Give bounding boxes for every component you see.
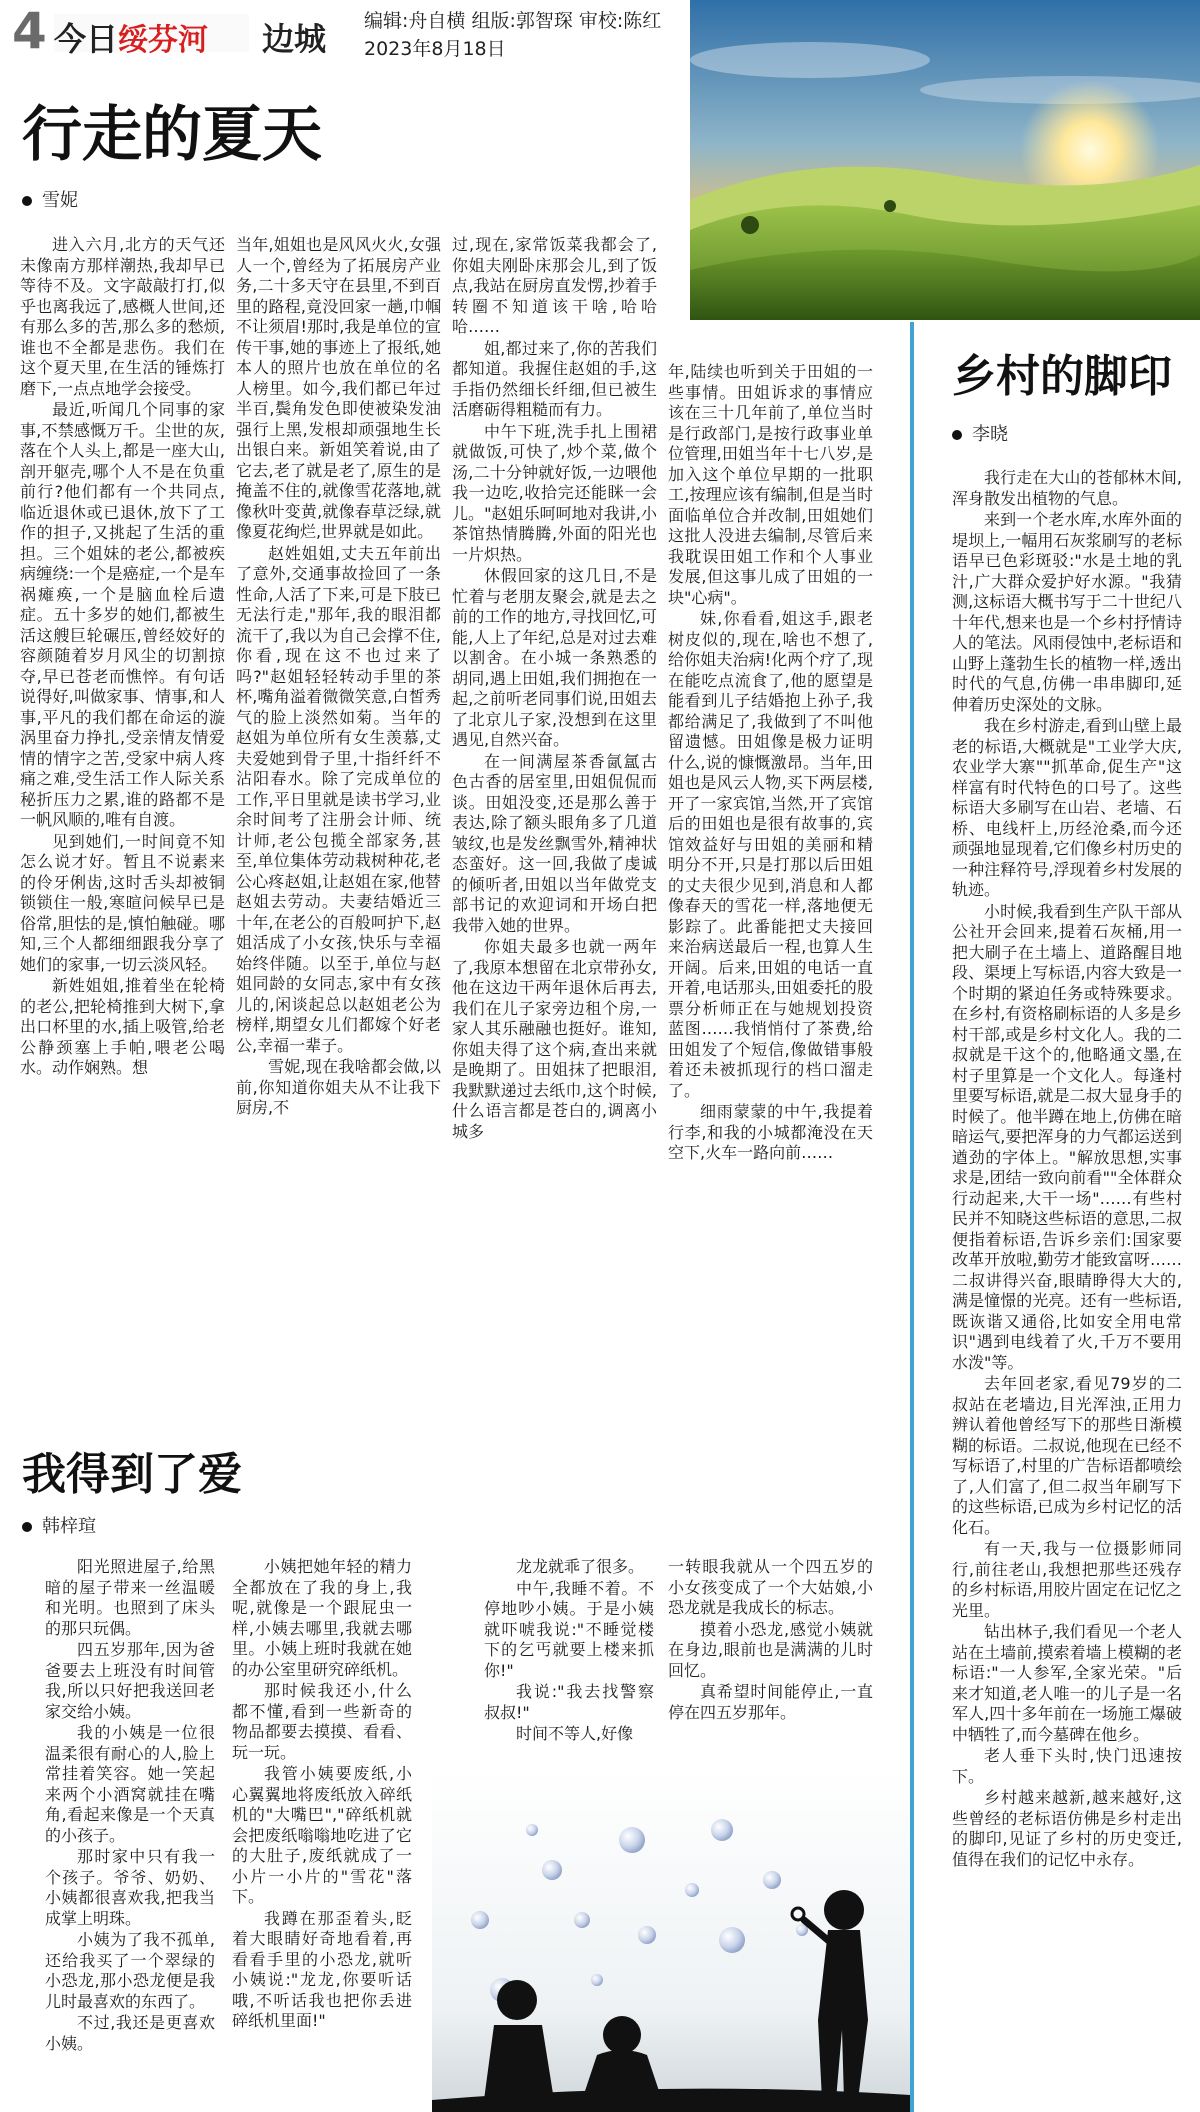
article1-byline (22, 186, 78, 212)
paragraph: 小时候,我看到生产队干部从公社开会回来,提着石灰桶,用一把大刷子在土墙上、道路醒目地段、渠埂上写标语,内容大致是一个时期的紧迫任务或特殊要求。在乡村,有资格刷标语的人多是乡村干部,或是乡村文化人。我的二叔就是干这个的,他略通文墨,在村子里算是一个文化人。每逢村里要写标语,就是二叔大显身手的时候了。他半蹲在地上,仿佛在暗暗运气,要把浑身的力气都运送到遒劲的字体上。"解放思想,实事求是,团结一致向前看""全体群众行动起来,大干一场"……有些村民并不知晓这些标语的意思,二叔便指着标语,告诉乡亲们:国家要改革开放啦,勤劳才能致富呀……二叔讲得兴奋,眼睛睁得大大的,满是憧憬的光亮。还有一些标语,既诙谐又通俗,比如安全用电常识"遇到电线着了火,千万不要用水泼"等。 (952, 901, 1182, 1372)
paragraph: 阳光照进屋子,给黑暗的屋子带来一丝温暖和光明。也照到了床头的那只玩偶。 (45, 1557, 215, 1638)
section-name: 边城 (262, 20, 327, 58)
paragraph: 我说:"我去找警察叔叔!" (484, 1682, 654, 1722)
article3-byline (22, 1512, 96, 1538)
paragraph: 进入六月,北方的天气还未像南方那样潮热,我却早已等待不及。文字敲敲打打,似乎也离我远了,感概人世间,还有那么多的苦,那么多的愁烦,谁也不全都是悲伤。我们在这个夏天里,在生活的锤炼打磨下,一点点地学会接受。 (20, 235, 225, 398)
paragraph: 乡村越来越新,越来越好,这些曾经的老标语仿佛是乡村走出的脚印,见证了乡村的历史变迁,值得在我们的记忆中永存。 (952, 1788, 1182, 1869)
paragraph: 时间不等人,好像 (516, 1724, 634, 1743)
article1-column-2 (236, 235, 441, 1410)
paragraph: 龙龙就乖了很多。 (516, 1557, 645, 1576)
masthead-logo (54, 14, 249, 58)
article2-author: 李晓 (972, 424, 1008, 445)
article3-column-4 (668, 1557, 873, 1762)
bubbles-silhouette-illustration (432, 1770, 910, 2112)
paragraph: 我蹲在那歪着头,眨着大眼睛好奇地看着,再看看手里的小恐龙,就听小姨说:"龙龙,你要听话哦,不听话我也把你丢进碎纸机里面!" (232, 1908, 412, 2030)
article3-column-3 (484, 1557, 654, 1762)
paragraph: 我行走在大山的苍郁林木间,浑身散发出植物的气息。 (952, 468, 1182, 508)
paragraph: 最近,听闻几个同事的家事,不禁感慨万千。尘世的灰,落在个人头上,都是一座大山,剖开躯壳,哪个人不是在负重前行?他们都有一个共同点,临近退休或已退休,放下了工作的担子,又挑起了生活的重担。三个姐妹的老公,都被疾病缠绕:一个是癌症,一个是车祸瘫痪,一个是脑血栓后遗症。五十多岁的她们,都被生活这艘巨轮碾压,曾经姣好的容颜随着岁月风尘的切割掠夺,早已苍老而憔悴。有句话说得好,叫做家事、情事,和人事,平凡的我们都在命运的漩涡里奋力挣扎,受亲情友情爱情的情字之苦,受家中病人疼痛之难,受生活工作人际关系秘折压力之累,谁的路都不是一帆风顺的,唯有自渡。 (20, 400, 225, 829)
article1-column-4 (668, 362, 873, 1410)
paragraph: 过,现在,家常饭菜我都会了,你姐夫刚卧床那会儿,到了饭点,我站在厨房直发愣,抄着手转圈不知道该干啥,哈哈哈…… (452, 235, 657, 336)
paragraph: 你姐夫最多也就一两年了,我原本想留在北京带孙女,他在这边干两年退休后再去,我们在儿子家旁边租个房,一家人其乐融融也挺好。谁知,你姐夫得了这个病,查出来就是晚期了。田姐抹了把眼泪,我默默递过去纸巾,这个时候,什么语言都是苍白的,调离小城多 (452, 937, 657, 1141)
paragraph: 去年回老家,看见79岁的二叔站在老墙边,目光浑浊,正用力辨认着他曾经写下的那些日渐模糊的标语。二叔说,他现在已经不写标语了,村里的广告标语都喷绘了,人们富了,但二叔当年刷写下的这些标语,已成为乡村记忆的活化石。 (952, 1374, 1182, 1537)
paragraph: 休假回家的这几日,不是忙着与老朋友聚会,就是去之前的工作的地方,寻找回忆,可能,人上了年纪,总是对过去难以割舍。在小城一条熟悉的胡同,遇上田姐,我们拥抱在一起,之前听老同事们说,田姐去了北京儿子家,没想到在这里遇见,自然兴奋。 (452, 566, 657, 749)
editors-line: 编辑:舟自横 组版:郭智琛 审校:陈红 (364, 10, 662, 32)
masthead-red: 绥芬河 (118, 23, 209, 58)
paragraph: 小姨把她年轻的精力全都放在了我的身上,我呢,就像是一个跟屁虫一样,小姨去哪里,我就去哪里。小姨上班时我就在她的办公室里研究碎纸机。 (232, 1557, 412, 1679)
paragraph: 来到一个老水库,水库外面的堤坝上,一幅用石灰浆刷写的老标语早已色彩斑驳:"水是土地的乳汁,广大群众爱护好水源。"我猜测,这标语大概书写于二十世纪八十年代,想来也是一个乡村抒情诗人的笔法。风雨侵蚀中,老标语和山野上蓬勃生长的植物一样,透出时代的气息,仿佛一串串脚印,延伸着历史深处的文脉。 (952, 510, 1182, 714)
paragraph: 我在乡村游走,看到山壁上最老的标语,大概就是"工业学大庆,农业学大寨""抓革命,促生产"这样富有时代特色的口号了。这些标语大多刷写在山岩、老墙、石桥、电线杆上,历经沧桑,而今还顽强地显现着,它们像乡村历史的一种注释符号,浮现着乡村发展的轨迹。 (952, 716, 1182, 899)
article1-title: 行走的夏天 (22, 100, 322, 170)
paragraph: 新姓姐姐,推着坐在轮椅的老公,把轮椅推到大树下,拿出口杯里的水,插上吸管,给老公静颈塞上手帕,喂老公喝水。动作娴熟。想 (20, 976, 225, 1077)
paragraph: 我的小姨是一位很温柔很有耐心的人,脸上常挂着笑容。她一笑起来两个小酒窝就挂在嘴角,看起来像是一个天真的小孩子。 (45, 1723, 215, 1845)
byline-dot-icon (22, 196, 32, 206)
sunset-hills-illustration (690, 0, 1200, 320)
paragraph: 中午下班,洗手扎上围裙就做饭,可快了,炒个菜,做个汤,二十分钟就好饭,一边喂他我一边吃,收拾完还能眯一会儿。"赵姐乐呵呵地对我讲,小茶馆热情腾腾,外面的阳光也一片炽热。 (452, 421, 657, 564)
children-bubbles-image (432, 1770, 910, 2112)
hero-landscape-image (690, 0, 1200, 320)
paragraph: 在一间满屋茶香氤氲古色古香的居室里,田姐侃侃而谈。田姐没变,还是那么善于表达,除了额头眼角多了几道皱纹,也是发丝飘雪外,精神状态蛮好。这一回,我做了虔诚的倾听者,田姐以当年做党支部书记的欢迎词和开场白把我带入她的世界。 (452, 751, 657, 935)
paragraph: 小姨为了我不孤单,还给我买了一个翠绿的小恐龙,那小恐龙便是我儿时最喜欢的东西了。 (45, 1930, 215, 2011)
article3-column-2 (232, 1557, 412, 2107)
article1-column-1 (20, 235, 225, 1410)
paragraph: 不过,我还是更喜欢小姨。 (45, 2013, 215, 2053)
paragraph: 一转眼我就从一个四五岁的小女孩变成了一个大姑娘,小恐龙就是我成长的标志。 (668, 1557, 873, 1617)
byline-dot-icon (952, 430, 962, 440)
article2-byline (952, 420, 1008, 446)
article3-author: 韩梓瑄 (42, 1516, 96, 1537)
paragraph: 老人垂下头时,快门迅速按下。 (952, 1746, 1182, 1786)
paragraph: 赵姓姐姐,丈夫五年前出了意外,交通事故捡回了一条性命,人活了下来,可是下肢已无法行走,"那年,我的眼泪都流干了,我以为自己会撑不住,你看,现在这不也过来了吗?"赵姐轻轻转动手里的茶杯,嘴角溢着微微笑意,白皙秀气的脸上淡然如菊。当年的赵姐为单位所有女生羡慕,丈夫爱她到骨子里,十指纤纤不沾阳春水。除了完成单位的工作,平日里就是读书学习,业余时间考了注册会计师、统计师,老公包揽全部家务,甚至,单位集体劳动栽树种花,老公心疼赵姐,让赵姐在家,他替赵姐去劳动。夫妻结婚近三十年,在老公的百般呵护下,赵姐活成了小女孩,快乐与幸福始终伴随。以至于,单位与赵姐同龄的女同志,家中有女孩儿的,闲谈起总以赵姐老公为榜样,期望女儿们都嫁个好老公,幸福一辈子。 (236, 543, 441, 1055)
byline-dot-icon (22, 1522, 32, 1532)
masthead-black: 今日 (54, 20, 119, 58)
article1-column-3 (452, 235, 657, 1410)
paragraph: 有一天,我与一位摄影师同行,前往老山,我想把那些还残存的乡村标语,用胶片固定在记忆之光里。 (952, 1539, 1182, 1620)
article1-author: 雪妮 (42, 190, 78, 211)
paragraph: 年,陆续也听到关于田姐的一些事情。田姐诉求的事情应该在三十几年前了,单位当时是行政部门,是按行政事业单位管理,田姐当年十七八岁,是加入这个单位早期的一批职工,按理应该有编制,但是当时面临单位合并改制,田姐她们这批人没进去编制,尽管后来我耽误田姐工作和个人事业发展,但这事儿成了田姐的一块"心病"。 (668, 362, 873, 607)
paragraph: 钻出林子,我们看见一个老人站在土墙前,摸索着墙上模糊的老标语:"一人参军,全家光荣。"后来才知道,老人唯一的儿子是一名军人,四十多年前在一场施工爆破中牺牲了,而今墓碑在他乡。 (952, 1622, 1182, 1744)
paragraph: 中午,我睡不着。不停地吵小姨。于是小姨就吓唬我说:"不睡觉楼下的乞丐就要上楼来抓你!" (484, 1578, 654, 1680)
paragraph: 摸着小恐龙,感觉小姨就在身边,眼前也是满满的儿时回忆。 (668, 1619, 873, 1680)
article2-title: 乡村的脚印 (952, 351, 1172, 402)
paragraph: 姐,都过来了,你的苦我们都知道。我握住赵姐的手,这手指仍然细长纤细,但已被生活磨砺得粗糙而有力。 (452, 338, 657, 419)
paragraph: 妹,你看看,姐这手,跟老树皮似的,现在,啥也不想了,给你姐夫治病!化两个疗了,现在能吃点流食了,他的愿望是能看到儿子结婚抱上孙子,我都给满足了,我做到了不叫他留遗憾。田姐像是极力证明什么,说的慷慨激昂。当年,田姐也是风云人物,买下两层楼,开了一家宾馆,当然,开了宾馆后的田姐也是很有故事的,宾馆效益好与田姐的美丽和精明分不开,只是打那以后田姐的丈夫很少见到,消息和人都像春天的雪花一样,落地便无影踪了。此番能把丈夫接回来治病送最后一程,也算人生开阔。后来,田姐的电话一直开着,电话那头,田姐委托的股票分析师正在与她规划投资蓝图……我悄悄付了茶费,给田姐发了个短信,像做错事般着还未被抓现行的档口溜走了。 (668, 609, 873, 1100)
article3-column-1 (45, 1557, 215, 2107)
paragraph: 当年,姐姐也是风风火火,女强人一个,曾经为了拓展房产业务,二十多天守在县里,不到百里的路程,竟没回家一趟,巾帼不让须眉!那时,我是单位的宣传干事,她的事迹上了报纸,她本人的照片也放在单位的名人榜里。如今,我们都已年过半百,鬓角发色即使被染发油强行上黑,发根却顽强地生长出银白来。新姐笑着说,由了它去,老了就是老了,原生的是掩盖不住的,就像雪花落地,就像秋叶变黄,就像春草泛绿,就像夏花绚烂,世界就是如此。 (236, 235, 441, 541)
paragraph: 见到她们,一时间竟不知怎么说才好。暂且不说素来的伶牙俐齿,这时舌头却被铜锁锁住一般,寒暄问候早已是俗常,胆怯的是,慎怕触碰。哪知,三个人都细细跟我分享了她们的家事,一切云淡风轻。 (20, 831, 225, 974)
paragraph: 我管小姨要废纸,小心翼翼地将废纸放入碎纸机的"大嘴巴","碎纸机就会把废纸嗡嗡地吃进了它的大肚子,废纸就成了一小片一小片的"雪花"落下。 (232, 1764, 412, 1906)
page-number: 4 (12, 2, 47, 60)
paragraph: 那时家中只有我一个孩子。爷爷、奶奶、小姨都很喜欢我,把我当成掌上明珠。 (45, 1847, 215, 1928)
paragraph: 细雨蒙蒙的中午,我提着行李,和我的小城都淹没在天空下,火车一路向前…… (668, 1102, 873, 1162)
paragraph: 真希望时间能停止,一直停在四五岁那年。 (668, 1682, 873, 1722)
paragraph: 雪妮,现在我啥都会做,以前,你知道你姐夫从不让我下厨房,不 (236, 1057, 441, 1117)
paragraph: 四五岁那年,因为爸爸要去上班没有时间管我,所以只好把我送回老家交给小姨。 (45, 1640, 215, 1721)
article2-column (952, 468, 1182, 2100)
publication-date: 2023年8月18日 (364, 38, 506, 60)
article3-title: 我得到了爱 (22, 1449, 242, 1500)
paragraph: 那时候我还小,什么都不懂,看到一些新奇的物品都要去摸摸、看看、玩一玩。 (232, 1681, 412, 1762)
